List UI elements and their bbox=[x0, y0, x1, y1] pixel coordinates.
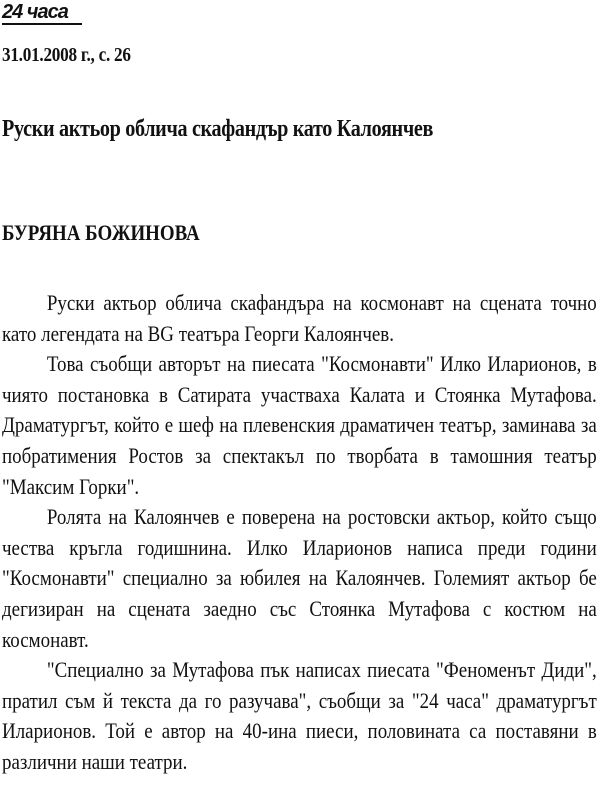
newspaper-logo bbox=[2, 2, 84, 32]
publication-date-page: 31.01.2008 г., с. 26 bbox=[2, 44, 131, 66]
article-paragraph: Ролята на Калоянчев е поверена на ростовски актьор, който също чества кръгла годишнина. Илко Иларионов написа преди години "Космонавти" специално за юбилея на Калоянчев. Големият актьор бе дегизиран на сцената заедно със Стоянка Мутафова с костюм на космонавт. bbox=[2, 504, 597, 652]
article-author: БУРЯНА БОЖИНОВА bbox=[2, 220, 200, 245]
article-headline: Руски актьор облича скафандър като Калоянчев bbox=[2, 116, 434, 142]
logo-underline bbox=[2, 23, 82, 25]
article-paragraph: Това съобщи авторът на пиесата "Космонавти" Илко Иларионов, в чиято постановка в Сатирата участваха Калата и Стоянка Мутафова. Драматургът, който е шеф на плевенския драматичен театър, заминава за побратимения Ростов за спектакъл по творбата в тамошния театър "Максим Горки". bbox=[2, 351, 597, 499]
newspaper-logo-text: 24 часа bbox=[2, 1, 68, 23]
article-paragraph: Руски актьор облича скафандъра на космонавт на сцената точно като легендата на BG театъра Георги Калоянчев. bbox=[2, 290, 597, 346]
article-paragraph: "Специално за Мутафова пък написах пиесата "Феноменът Диди", пратил съм й текста да го разучава", съобщи за "24 часа" драматургът Иларионов. Той е автор на 40-ина пиеси, половината са поставяни в различни наши театри. bbox=[2, 657, 597, 774]
article-body bbox=[2, 288, 597, 778]
